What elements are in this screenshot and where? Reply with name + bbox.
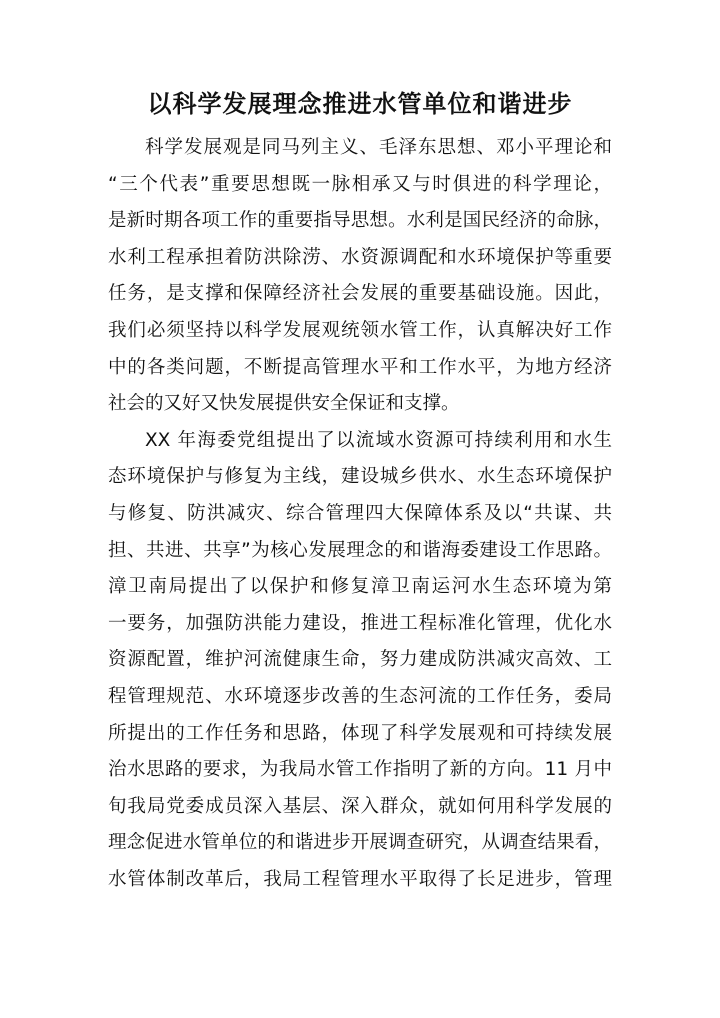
paragraph-2-line-5: 漳卫南局提出了以保护和修复漳卫南运河水生态环境为第 <box>108 576 612 598</box>
paragraph-1-line-5: 任务，是支撑和保障经济社会发展的重要基础设施。因此， <box>108 283 612 305</box>
paragraph-1-line-1: 科学发展观是同马列主义、毛泽东思想、邓小平理论和 <box>145 137 612 158</box>
paragraph-2-line-4: 担、共进、共享”为核心发展理念的和谐海委建设工作思路。 <box>108 539 612 561</box>
paragraph-2-line-3: 与修复、防洪减灾、综合管理四大保障体系及以“共谋、共 <box>108 502 612 524</box>
paragraph-2-line-6: 一要务，加强防洪能力建设，推进工程标准化管理，优化水 <box>108 612 612 634</box>
document-body <box>108 130 612 898</box>
paragraph-1-line-3: 是新时期各项工作的重要指导思想。水利是国民经济的命脉， <box>108 210 612 232</box>
paragraph-2-line-8: 程管理规范、水环境逐步改善的生态河流的工作任务，委局 <box>108 685 612 707</box>
paragraph-1-line-2: “三个代表”重要思想既一脉相承又与时俱进的科学理论， <box>108 173 612 195</box>
paragraph-2-line-12: 理念促进水管单位的和谐进步开展调查研究，从调查结果看， <box>108 832 612 854</box>
paragraph-1-line-8: 社会的又好又快发展提供安全保证和支撑。 <box>108 393 460 415</box>
paragraph-1-line-4: 水利工程承担着防洪除涝、水资源调配和水环境保护等重要 <box>108 246 612 268</box>
paragraph-2-line-13: 水管体制改革后，我局工程管理水平取得了长足进步，管理 <box>108 868 612 890</box>
paragraph-2-line-11: 旬我局党委成员深入基层、深入群众，就如何用科学发展的 <box>108 795 612 817</box>
paragraph-2-line-2: 态环境保护与修复为主线，建设城乡供水、水生态环境保护 <box>108 466 612 488</box>
paragraph-2-line-1: XX 年海委党组提出了以流域水资源可持续利用和水生 <box>145 429 612 451</box>
paragraph-1-line-7: 中的各类问题，不断提高管理水平和工作水平，为地方经济 <box>108 356 612 378</box>
document-title: 以科学发展理念推进水管单位和谐进步 <box>147 90 573 118</box>
paragraph-2-line-7: 资源配置，维护河流健康生命，努力建成防洪减灾高效、工 <box>108 649 612 671</box>
paragraph-2-line-10: 治水思路的要求，为我局水管工作指明了新的方向。11 月中 <box>108 759 612 781</box>
paragraph-1-line-6: 我们必须坚持以科学发展观统领水管工作，认真解决好工作 <box>108 319 612 341</box>
paragraph-2-line-9: 所提出的工作任务和思路，体现了科学发展观和可持续发展 <box>108 722 612 744</box>
